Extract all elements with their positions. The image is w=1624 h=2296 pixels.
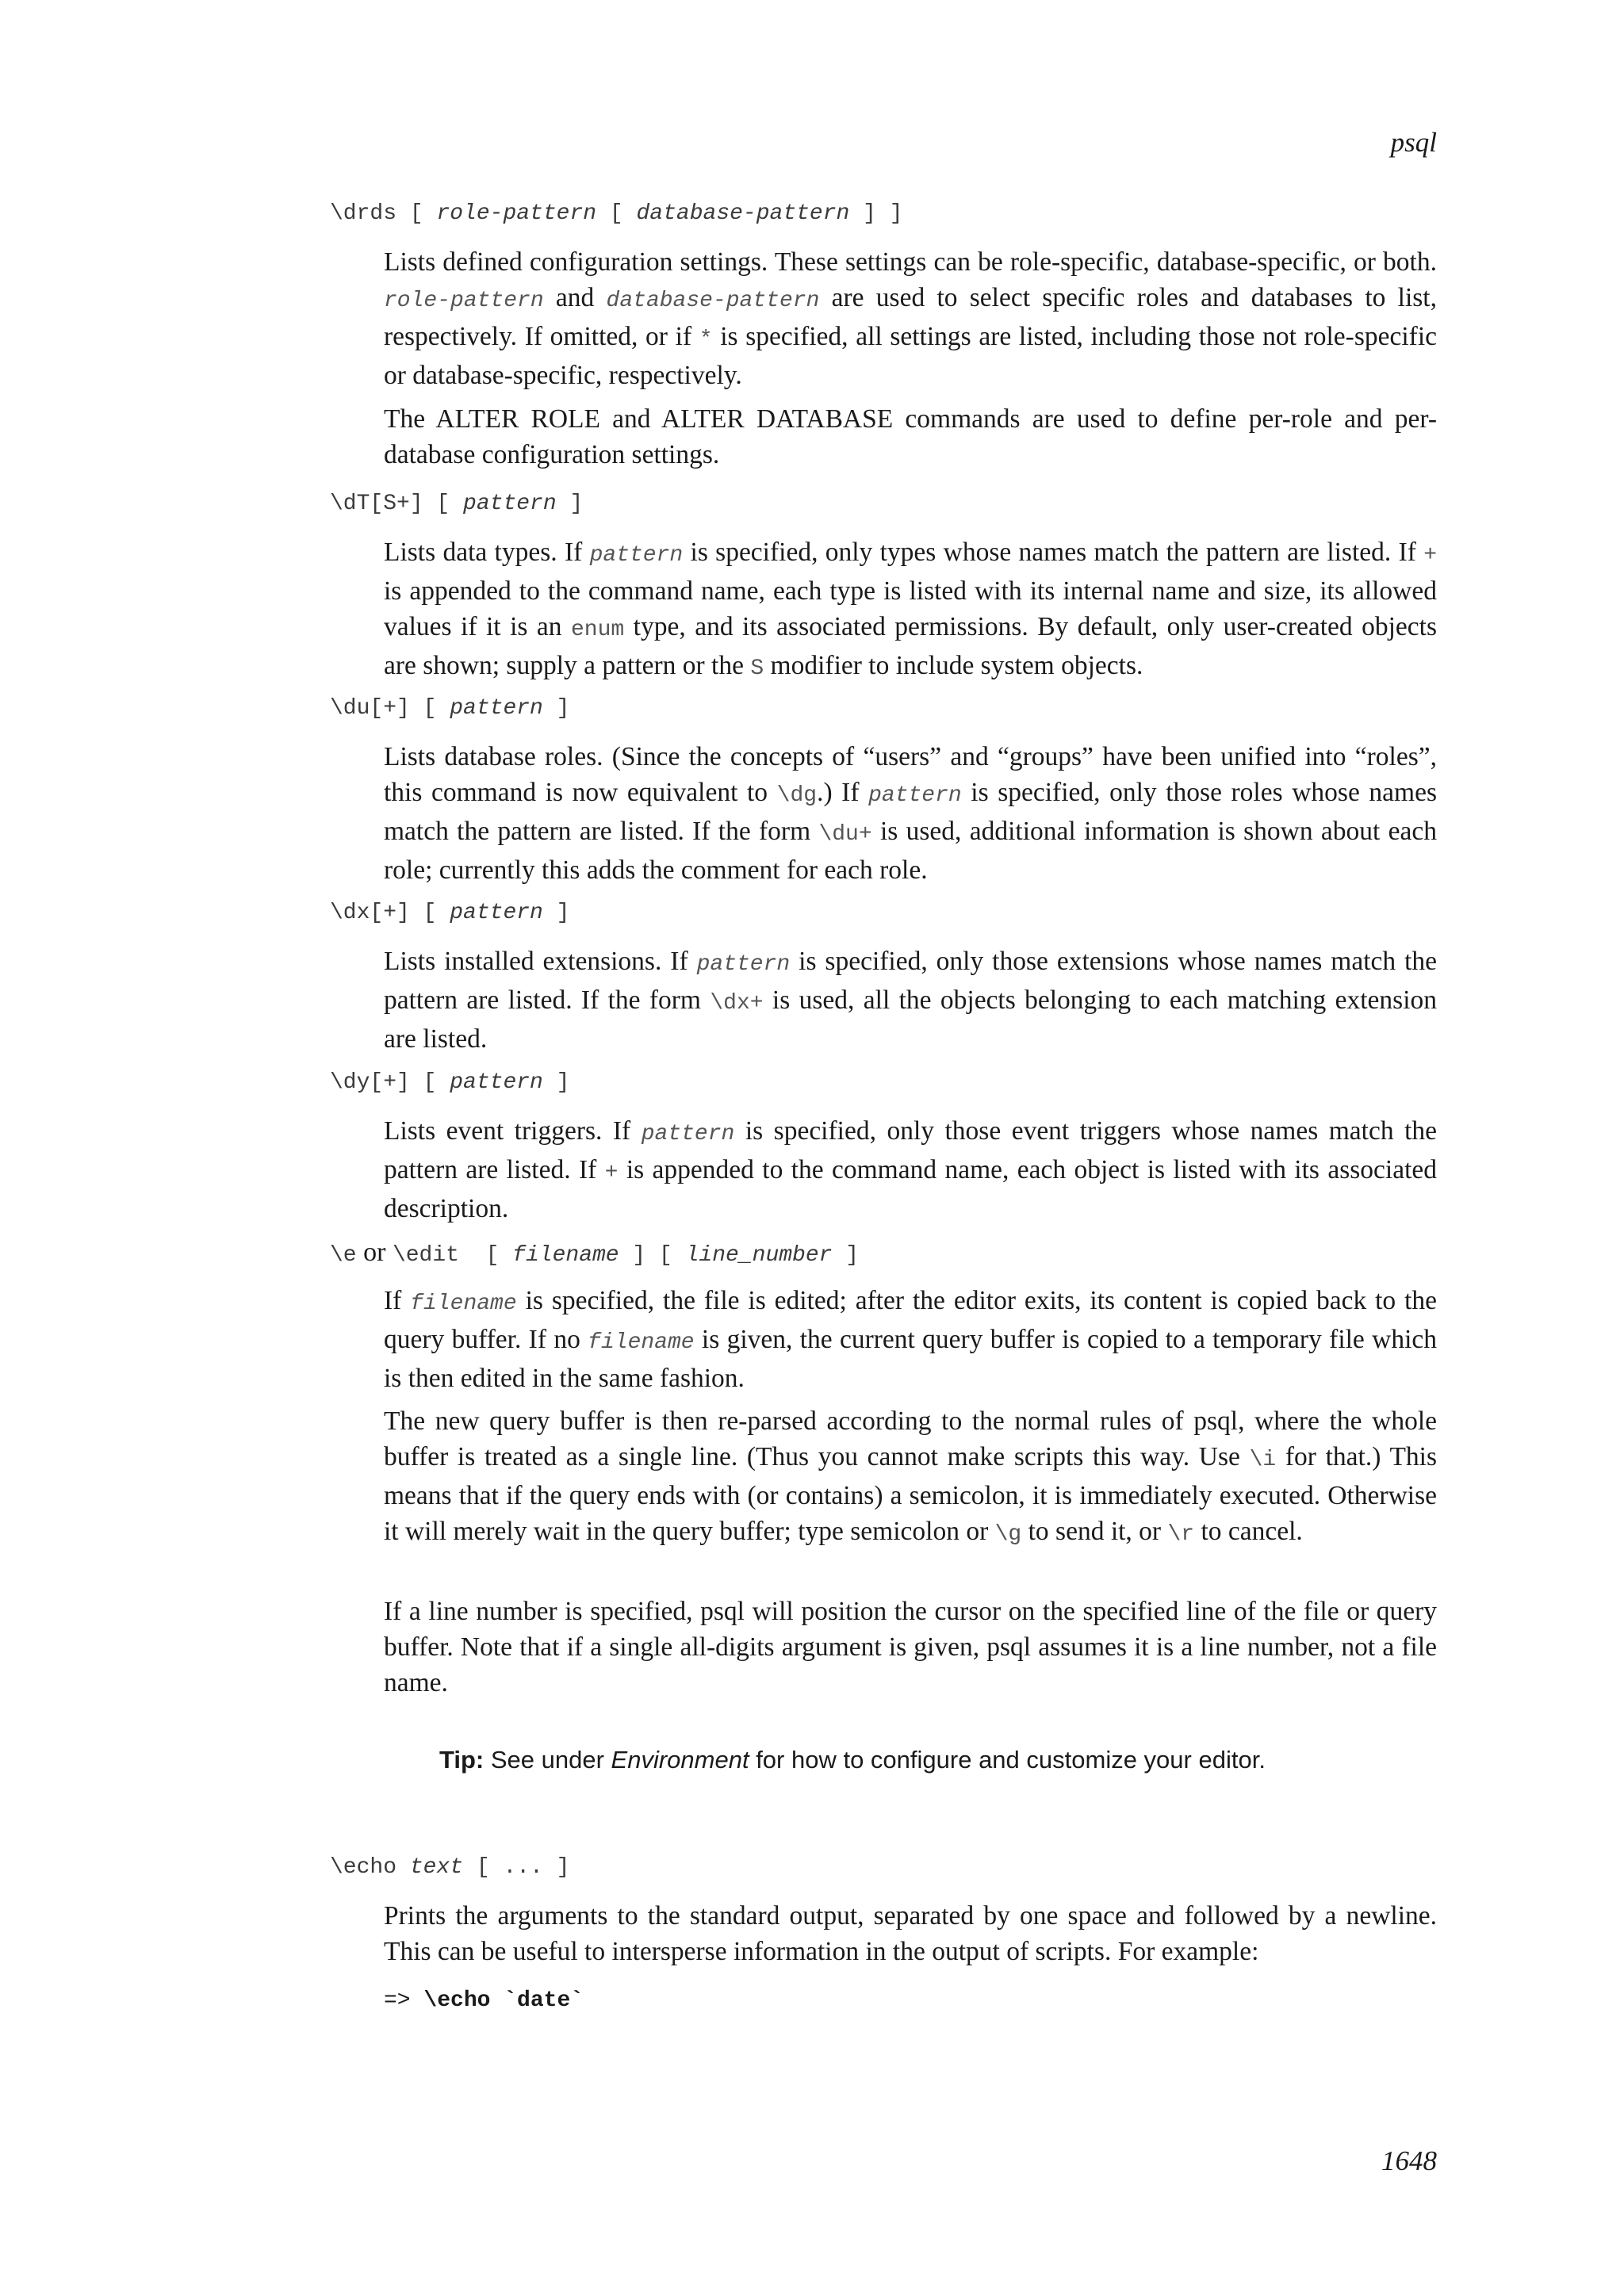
term-dT: \dT[S+] [ pattern ] — [330, 492, 584, 516]
echo-description: Prints the arguments to the standard output, separated by one space and followed by a newline. This can be useful to intersperse information in the output of scripts. For example: — [384, 1901, 1437, 1966]
example-command: \echo `date` — [423, 1988, 584, 2013]
du-description: Lists database roles. (Since the concepts of “users” and “groups” have been unified into “roles”, this command is now equivalent to \dg.) If pattern is specified, only those roles whose names match the pattern are listed. If the form \du+ is used, additional information is shown about each role; currently this adds the comment for each role. — [384, 742, 1437, 885]
term-echo: \echo text [ ... ] — [330, 1855, 570, 1880]
term-drds: \drds [ role-pattern [ database-pattern ] ] — [330, 201, 903, 226]
tip-box: Tip: See under Environment for how to configure and customize your editor. — [439, 1746, 1266, 1774]
edit-description: If filename is specified, the file is edited; after the editor exits, its content is copied back to the query buffer. If no filename is given, the current query buffer is copied to a temporary file which is then edited in the same fashion. — [384, 1286, 1438, 1393]
tip-label: Tip: — [439, 1746, 485, 1774]
term-edit: \e or \edit [ filename ] [ line_number ] — [330, 1238, 860, 1268]
page-number: 1648 — [1381, 2145, 1437, 2176]
term-du: \du[+] [ pattern ] — [330, 696, 570, 721]
edit-reparse-note: The new query buffer is then re-parsed according to the normal rules of psql, where the whole buffer is treated as a single line. (Thus you cannot make scripts this way. Use \i for that.) This means that if the query ends with (or contains) a semicolon, it is immediately executed. Otherwise it will merely wait in the query buffer; type semicolon or \g to send it, or \r to cancel. — [384, 1406, 1437, 1547]
term-dy: \dy[+] [ pattern ] — [330, 1070, 570, 1095]
dy-description: Lists event triggers. If pattern is specified, only those event triggers whose names match the pattern are listed. If + is appended to the command name, each object is listed with its associated description. — [384, 1116, 1438, 1223]
drds-description: Lists defined configuration settings. These settings can be role-specific, database-specific, or both. role-pattern and database-pattern are used to select specific roles and databases to list, respectively. If omitted, or if * is specified, all settings are listed, including those not role-specific or database-specific, respectively. — [384, 247, 1437, 390]
environment-link[interactable]: Environment — [611, 1746, 749, 1774]
running-header: psql — [1390, 127, 1437, 158]
prompt-symbol: => — [384, 1988, 424, 2013]
dT-description: Lists data types. If pattern is specified, only types whose names match the pattern are listed. If + is appended to the command name, each type is listed with its internal name and size, its allowed values if it is an enum type, and its associated permissions. By default, only user-created objects are shown; supply a pattern or the S modifier to include system objects. — [384, 538, 1437, 681]
echo-example — [384, 1988, 584, 2013]
edit-line-number-note: If a line number is specified, psql will position the cursor on the specified line of the file or query buffer. Note that if a single all-digits argument is given, psql assumes it is a line number, not a file name. — [384, 1597, 1437, 1697]
dx-description: Lists installed extensions. If pattern is specified, only those extensions whose names match the pattern are listed. If the form \dx+ is used, all the objects belonging to each matching extension are listed. — [384, 947, 1438, 1054]
drds-note: The ALTER ROLE and ALTER DATABASE commands are used to define per-role and per-database configuration settings. — [384, 404, 1437, 469]
term-dx: \dx[+] [ pattern ] — [330, 901, 570, 925]
